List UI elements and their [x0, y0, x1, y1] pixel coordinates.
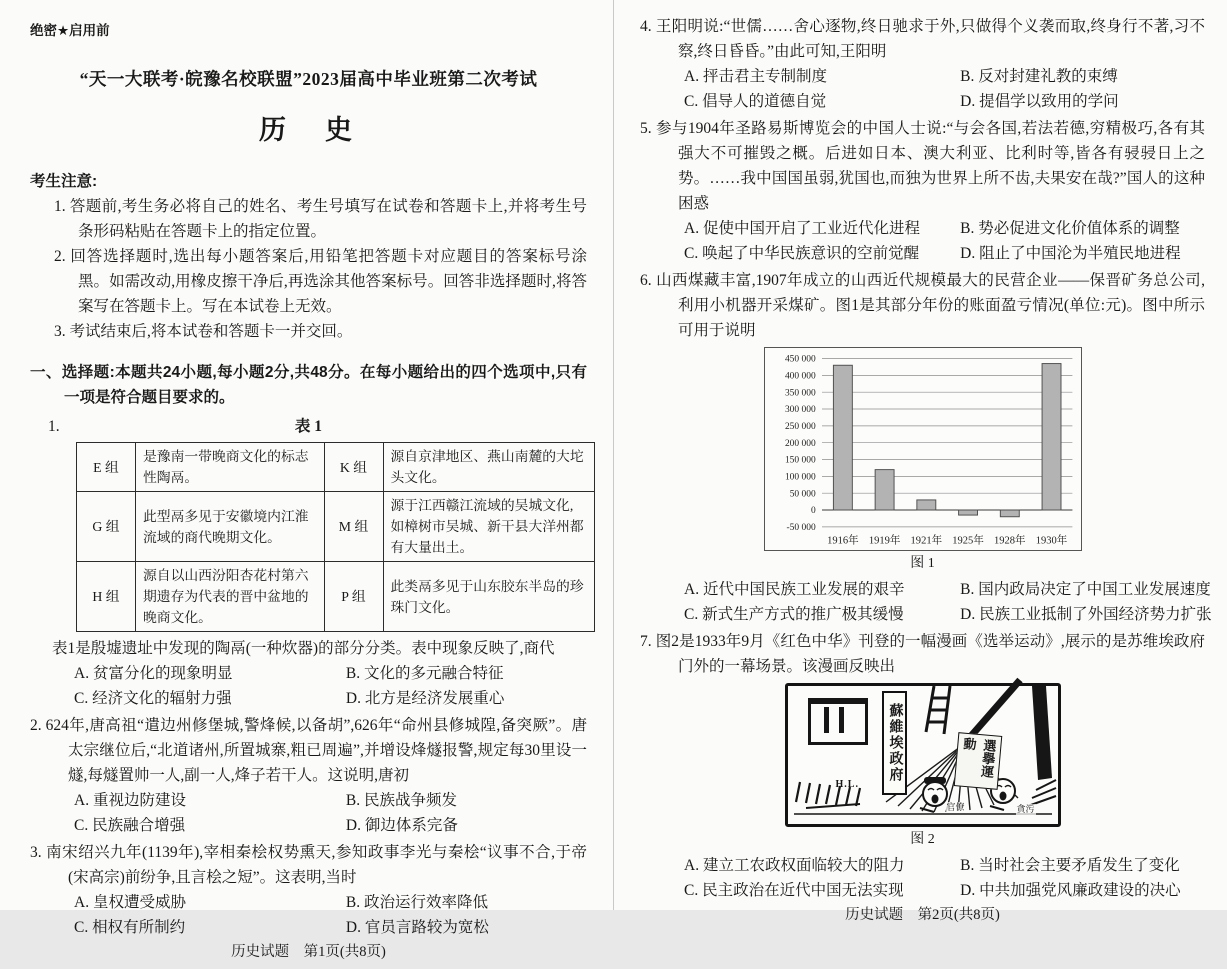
option-a: A. 建立工农政权面临较大的阻力 — [684, 857, 905, 874]
election-movement-banner: 選擧運動 — [953, 732, 1002, 790]
question-6 — [640, 268, 1212, 627]
svg-text:1925年: 1925年 — [951, 535, 984, 547]
svg-text:300 000: 300 000 — [784, 405, 816, 416]
table-row — [77, 443, 595, 492]
label-corruption: 貪污 — [1016, 804, 1035, 814]
option-d: D. 御边体系完备 — [345, 817, 458, 834]
question-stem — [640, 14, 1205, 64]
notice-item: 3. 考试结束后,将本试卷和答题卡一并交回。 — [54, 323, 353, 340]
question-stem-text: 王阳明说:“世儒……舍心逐物,终日驰求于外,只做得个义袭而取,终身行不著,习不察,终日昏昏。”由此可知,王阳明 — [655, 18, 1205, 60]
table-cell: E 组 — [77, 443, 136, 492]
svg-text:400 000: 400 000 — [784, 371, 816, 382]
table-cell: H 组 — [77, 562, 136, 632]
option-c: C. 唤起了中华民族意识的空前觉醒 — [684, 245, 920, 262]
table-row — [77, 492, 595, 562]
question-1-header — [30, 414, 587, 439]
option-c: C. 经济文化的辐射力强 — [74, 690, 232, 707]
question-number: 6. — [640, 272, 652, 289]
question-2 — [30, 713, 587, 838]
svg-text:0: 0 — [810, 506, 816, 517]
option-b: B. 国内政局决定了中国工业发展速度 — [960, 581, 1211, 598]
option-d: D. 民族工业抵制了外国经济势力扩张 — [960, 606, 1212, 623]
svg-text:-50 000: -50 000 — [786, 523, 816, 534]
option-c: C. 新式生产方式的推广极其缓慢 — [684, 606, 904, 623]
pottery-classification-table — [76, 442, 595, 632]
svg-text:1921年: 1921年 — [910, 535, 942, 547]
table-cell: 源自京津地区、燕山南麓的大坨头文化。 — [383, 443, 595, 492]
option-d: D. 官员言路较为宽松 — [345, 919, 489, 936]
figure-1-caption: 图 1 — [910, 556, 935, 571]
page-footer: 历史试题 第1页(共8页) — [231, 944, 386, 960]
table-cell: 源于江西赣江流域的吴城文化,如樟树市吴城、新干县大洋州都有大量出土。 — [383, 492, 595, 562]
option-group — [640, 216, 1205, 266]
notice-list — [54, 194, 587, 344]
option-group — [30, 788, 587, 838]
question-stem: 表1是殷墟遗址中发现的陶鬲(一种炊器)的部分分类。表中现象反映了,商代 — [52, 640, 555, 657]
option-a: A. 重视边防建设 — [74, 792, 186, 809]
option-b: B. 政治运行效率降低 — [345, 894, 488, 911]
question-number: 5. — [640, 120, 652, 137]
question-3 — [30, 840, 587, 940]
question-stem-text: 图2是1933年9月《红色中华》刊登的一幅漫画《选举运动》,展示的是苏维埃政府门外的一幕场景。该漫画反映出 — [655, 633, 1205, 675]
question-stem — [640, 629, 1205, 679]
soviet-government-sign: 蘇維埃政府 — [882, 691, 907, 795]
option-a: A. 贫富分化的现象明显 — [74, 665, 233, 682]
table-row — [77, 562, 595, 632]
page-2 — [614, 0, 1227, 923]
option-c: C. 民族融合增强 — [74, 817, 186, 834]
question-stem-text: 南宋绍兴九年(1139年),宰相秦桧权势熏天,参知政事李光与秦桧“议事不合,于帝(宋高宗)前纷争,且言桧之短”。这表明,当时 — [45, 844, 587, 886]
option-group — [640, 64, 1205, 114]
option-b: B. 民族战争频发 — [345, 792, 457, 809]
classified-label: 绝密★启用前 — [30, 23, 110, 38]
question-number: 4. — [640, 18, 652, 35]
option-group — [640, 577, 1212, 627]
window-icon — [808, 698, 868, 745]
notice-title: 考生注意: — [30, 173, 98, 190]
question-stem-text: 参与1904年圣路易斯博览会的中国人士说:“与会各国,若法若德,穷精极巧,各有其强大不可摧毁之概。后进如日本、澳大利亚、比利时等,皆各有骎骎日上之势。……我中国国虽弱,犹国也,而独为世界上所不齿,夫果安在哉?”国人的这种困惑 — [655, 120, 1205, 212]
option-group — [30, 890, 587, 940]
table-cell: 此类鬲多见于山东胶东半岛的珍珠门文化。 — [383, 562, 595, 632]
svg-text:1919年: 1919年 — [868, 535, 900, 547]
page-footer: 历史试题 第2页(共8页) — [845, 907, 1000, 923]
table-cell: G 组 — [77, 492, 136, 562]
svg-text:100 000: 100 000 — [784, 472, 816, 483]
artist-initials: H.L. — [835, 779, 859, 790]
option-d: D. 阻止了中国沦为半殖民地进程 — [960, 245, 1181, 262]
question-stem-text: 624年,唐高祖“遣边州修堡城,警烽候,以备胡”,626年“命州县修城隍,备突厥”。唐太宗继位后,“北道诸州,所置城寨,粗已周遍”,并增设烽燧报警,规定每30里设一燧,每燧置帅一人,副一人,烽子若干人。这说明,唐初 — [45, 717, 587, 784]
option-group — [640, 853, 1205, 903]
table-cell: P 组 — [324, 562, 383, 632]
question-4 — [640, 14, 1205, 114]
question-5 — [640, 116, 1205, 266]
table-cell: K 组 — [324, 443, 383, 492]
option-d: D. 北方是经济发展重心 — [345, 690, 505, 707]
section-heading: 一、选择题:本题共24小题,每小题2分,共48分。在每小题给出的四个选项中,只有一项是符合题目要求的。 — [30, 364, 587, 406]
notice-item: 2. 回答选择题时,选出每小题答案后,用铅笔把答题卡对应题目的答案标号涂黑。如需改动,用橡皮擦干净后,再选涂其他答案标号。回答非选择题时,将答案写在答题卡上。写在本试卷上无效。 — [54, 248, 587, 315]
table-cell: 是豫南一带晚商文化的标志性陶鬲。 — [136, 443, 325, 492]
figure-2-caption: 图 2 — [910, 832, 935, 847]
svg-text:250 000: 250 000 — [784, 422, 816, 433]
option-b: B. 当时社会主要矛盾发生了变化 — [960, 857, 1180, 874]
question-7 — [640, 629, 1205, 903]
svg-text:450 000: 450 000 — [784, 354, 816, 365]
option-b: B. 势必促进文化价值体系的调整 — [960, 220, 1180, 237]
question-number: 1. — [48, 418, 60, 435]
svg-text:150 000: 150 000 — [784, 455, 816, 466]
option-c: C. 倡导人的道德自觉 — [684, 93, 827, 110]
option-d: D. 提倡学以致用的学问 — [960, 93, 1119, 110]
question-stem-text: 山西煤藏丰富,1907年成立的山西近代规模最大的民营企业——保晋矿务总公司,利用小机器开采煤矿。图1是其部分年份的账面盈亏情况(单位:元)。图中所示可用于说明 — [655, 272, 1205, 339]
option-group — [30, 661, 587, 711]
option-a: A. 促使中国开启了工业近代化进程 — [684, 220, 920, 237]
table-cell: 源自以山西汾阳杏花村第六期遗存为代表的晋中盆地的晚商文化。 — [136, 562, 325, 632]
label-bureaucrat: 官僚 — [946, 802, 965, 812]
table-cell: 此型鬲多见于安徽境内江淮流域的商代晚期文化。 — [136, 492, 325, 562]
subject-title: 历 史 — [259, 115, 358, 145]
profit-loss-bar-chart — [764, 347, 1082, 551]
question-stem — [640, 268, 1205, 343]
question-stem — [640, 116, 1205, 216]
page-1 — [0, 0, 613, 960]
table-caption: 表 1 — [294, 418, 323, 435]
option-a: A. 近代中国民族工业发展的艰辛 — [684, 581, 905, 598]
figure-1 — [640, 347, 1205, 575]
question-number: 2. — [30, 717, 42, 734]
svg-text:1930年: 1930年 — [1035, 535, 1067, 547]
option-d: D. 中共加强党风廉政建设的决心 — [960, 882, 1181, 899]
svg-text:1928年: 1928年 — [993, 535, 1026, 547]
question-number: 7. — [640, 633, 652, 650]
svg-text:1916年: 1916年 — [826, 535, 859, 547]
question-number: 3. — [30, 844, 42, 861]
option-a: A. 皇权遭受威胁 — [74, 894, 186, 911]
question-stem — [30, 713, 587, 788]
svg-text:50 000: 50 000 — [789, 489, 816, 500]
option-c: C. 相权有所制约 — [74, 919, 186, 936]
question-1 — [30, 412, 587, 711]
option-c: C. 民主政治在近代中国无法实现 — [684, 882, 904, 899]
svg-text:350 000: 350 000 — [784, 388, 816, 399]
option-b: B. 文化的多元融合特征 — [345, 665, 504, 682]
option-b: B. 反对封建礼教的束缚 — [960, 68, 1118, 85]
question-stem — [30, 840, 587, 890]
notice-item: 1. 答题前,考生务必将自己的姓名、考生号填写在试卷和答题卡上,并将考生号条形码粘贴在答题卡上的指定位置。 — [54, 198, 587, 240]
option-a: A. 抨击君主专制制度 — [684, 68, 827, 85]
svg-text:200 000: 200 000 — [784, 438, 816, 449]
exam-title: “天一大联考·皖豫名校联盟”2023届高中毕业班第二次考试 — [79, 69, 538, 89]
table-cell: M 组 — [324, 492, 383, 562]
election-movement-cartoon — [785, 683, 1061, 827]
